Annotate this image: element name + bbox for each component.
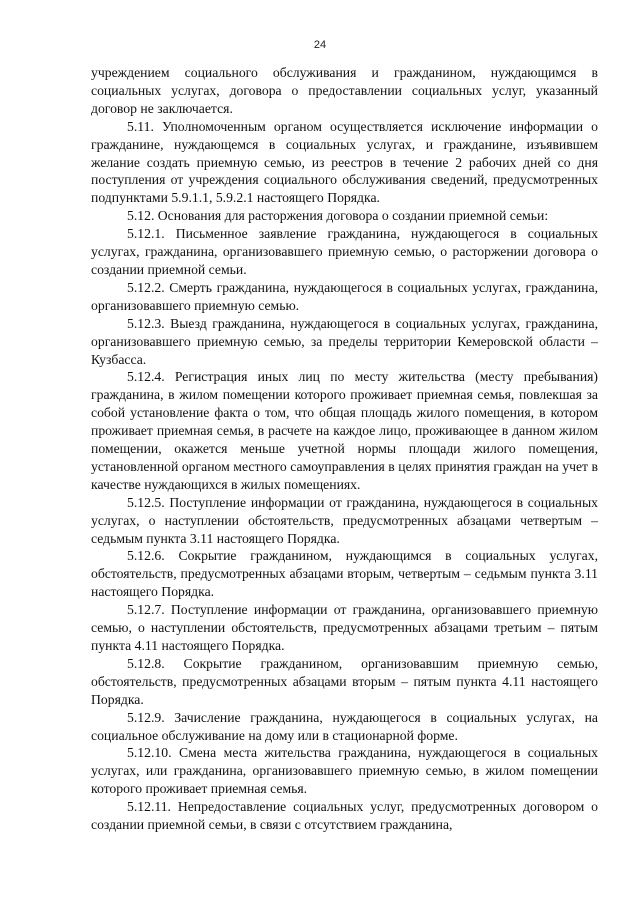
paragraph-5-12-7: 5.12.7. Поступление информации от гражданина, организовавшего приемную семью, о наступлении обстоятельств, предусмотренных абзацами третьим – пятым пункта 4.11 настоящего Порядка. bbox=[91, 602, 598, 653]
paragraph-5-12: 5.12. Основания для расторжения договора о создании приемной семьи: bbox=[127, 208, 549, 224]
paragraph-5-12-2: 5.12.2. Смерть гражданина, нуждающегося в социальных услугах, гражданина, организовавшего приемную семью. bbox=[91, 279, 598, 313]
paragraph-5-12-6: 5.12.6. Сокрытие гражданином, нуждающимся в социальных услугах, обстоятельств, предусмотренных абзацами вторым, четвертым – седьмым пункта 3.11 настоящего Порядка. bbox=[91, 548, 598, 600]
paragraph-5-12-9: 5.12.9. Зачисление гражданина, нуждающегося в социальных услугах, на социальное обслуживание на дому или в стационарной форме. bbox=[91, 709, 598, 743]
paragraph-5-12-3: 5.12.3. Выезд гражданина, нуждающегося в социальных услугах, гражданина, организовавшего приемную семью, за пределы территории Кемеровской области – Кузбасса. bbox=[91, 315, 598, 367]
paragraph-5-12-1: 5.12.1. Письменное заявление гражданина, нуждающегося в социальных услугах, гражданина, организовавшего приемную семью, о расторжении договора о создании приемной семьи. bbox=[91, 226, 598, 277]
paragraph-5-12-11: 5.12.11. Непредоставление социальных услуг, предусмотренных договором о создании приемной семьи, в связи с отсутствием гражданина, bbox=[91, 799, 598, 833]
paragraph-5-12-8: 5.12.8. Сокрытие гражданином, организовавшим приемную семью, обстоятельств, предусмотренных абзацами вторым – пятым пункта 4.11 настоящего Порядка. bbox=[91, 655, 598, 707]
paragraph-continuation: учреждением социального обслуживания и гражданином, нуждающимся в социальных услугах, договора о предоставлении социальных услуг, указанный договор не заключается. bbox=[91, 65, 598, 116]
paragraph-5-12-4: 5.12.4. Регистрация иных лиц по месту жительства (месту пребывания) гражданина, в жилом помещении которого проживает приемная семья, повлекшая за собой установление факта о том, что общая площадь жилого помещения, в котором проживает приемная семья, в расчете на каждое лицо, проживающее в данном жилом помещении, окажется меньше учетной нормы площади жилого помещения, установленной органом местного самоуправления в целях принятия граждан на учет в качестве нуждающихся в жилых помещениях. bbox=[91, 369, 598, 492]
page-number: 24 bbox=[313, 39, 327, 51]
paragraph-5-11: 5.11. Уполномоченным органом осуществляется исключение информации о гражданине, нуждающемся в социальных услугах, и гражданине, изъявившем желание создать приемную семью, из реестров в течение 2 рабочих дней со дня поступления от учреждения социального обслуживания сведений, предусмотренных подпунктами 5.9.1.1, 5.9.2.1 настоящего Порядка. bbox=[91, 118, 598, 206]
paragraph-5-12-10: 5.12.10. Смена места жительства гражданина, нуждающегося в социальных услугах, или гражданина, организовавшего приемную семью, в жилом помещении которого проживает приемная семья. bbox=[91, 745, 598, 797]
paragraph-5-12-5: 5.12.5. Поступление информации от гражданина, нуждающегося в социальных услугах, о наступлении обстоятельств, предусмотренных абзацами четвертым – седьмым пункта 3.11 настоящего Порядка. bbox=[91, 494, 598, 546]
document-body bbox=[91, 64, 598, 834]
